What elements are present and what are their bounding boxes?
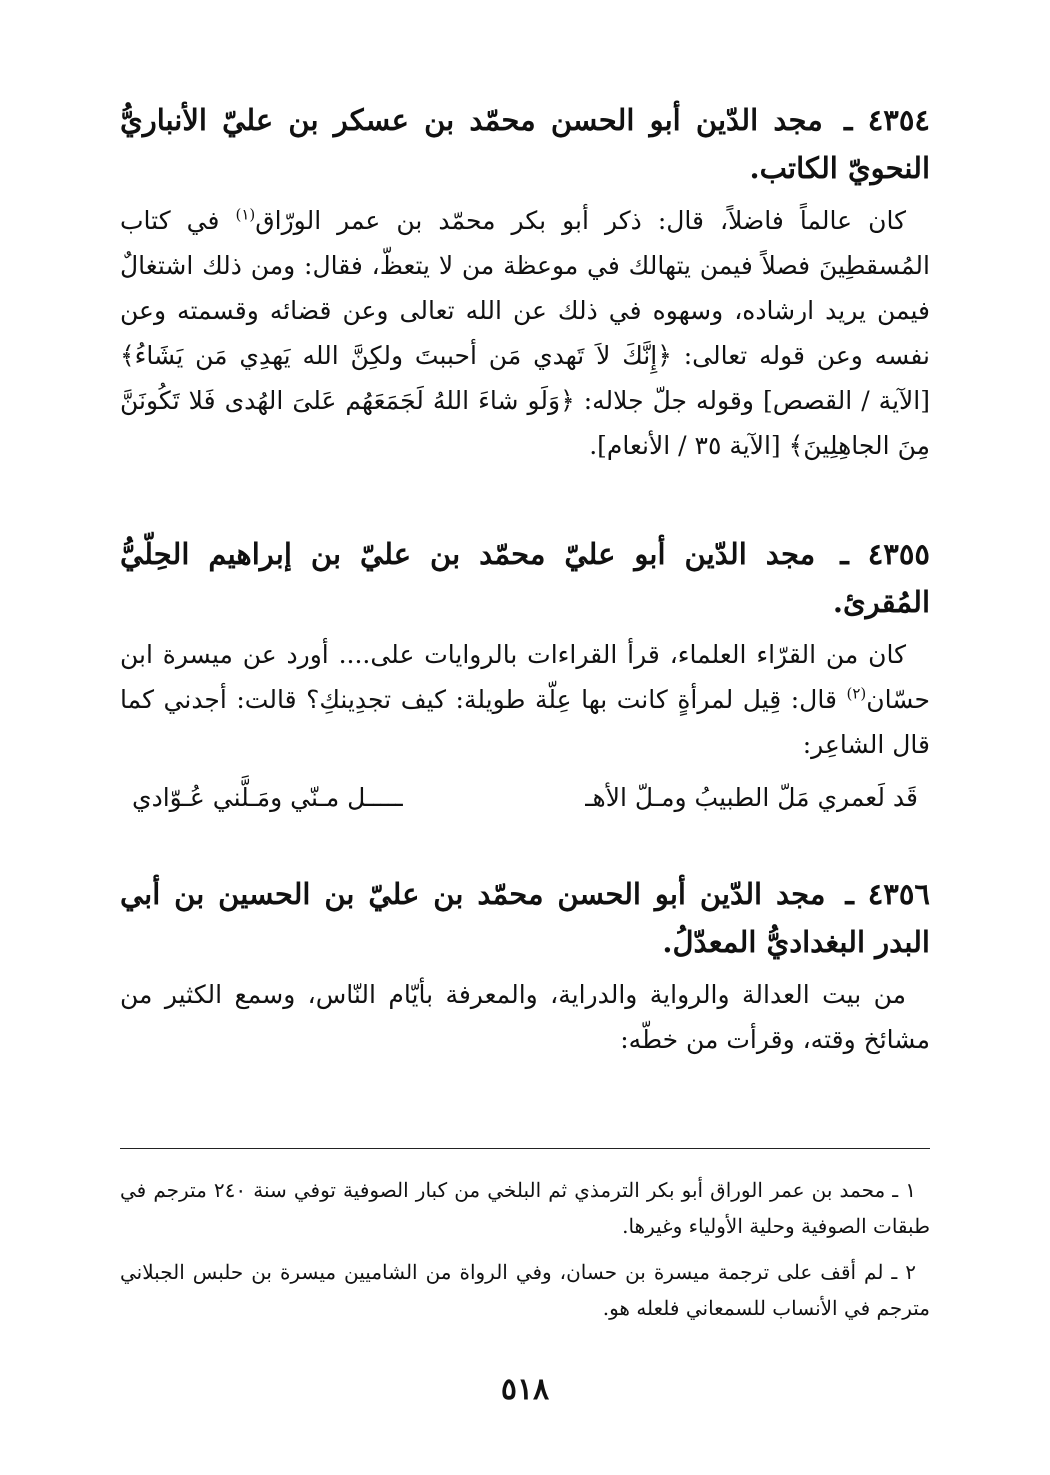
entry-paragraph — [120, 972, 930, 1062]
entry-paragraph — [120, 632, 930, 767]
page-number: ٥١٨ — [500, 1372, 550, 1407]
entry-number: ٤٣٥٤ ـ — [844, 103, 930, 137]
entry-number: ٤٣٥٥ ـ — [840, 537, 930, 571]
footnote-2: ٢ ـ لم أقف على ترجمة ميسرة بن حسان، وفي الرواة من الشاميين ميسرة بن حلبس الجبلاني مترجم في الأنساب للسمعاني فلعله هو. — [120, 1260, 930, 1320]
entry-title: مجد الدّين أبو الحسن محمّد بن عسكر بن عليّ الأنباريُّ النحويّ الكاتب. — [120, 103, 930, 185]
biography-entry-4356 — [120, 870, 930, 1062]
verse-first-hemistich: قَد لَعمري مَلّ الطبيبُ ومـلّ الأهـ — [585, 783, 918, 812]
verse-second-hemistich: ـــــل مـنّي ومَـلَّني عُـوّادي — [132, 783, 403, 812]
entry-paragraph — [120, 198, 930, 468]
entry-body — [120, 972, 930, 1062]
entry-text: كان من القرّاء العلماء، قرأ القراءات بالروايات على.... أورد عن ميسرة ابن حسّان — [120, 640, 930, 714]
page-content — [120, 96, 930, 1062]
footnote-divider — [120, 1148, 930, 1149]
footnote-1: ١ ـ محمد بن عمر الوراق أبو بكر الترمذي ثم البلخي من كبار الصوفية توفي سنة ٢٤٠ مترجم في طبقات الصوفية وحلية الأولياء وغيرها. — [120, 1178, 930, 1238]
entry-heading — [120, 530, 930, 626]
poem-verse — [120, 775, 930, 820]
footnote-reference: (٢) — [846, 684, 867, 703]
entry-text: من بيت العدالة والرواية والدراية، والمعرفة بأيّام النّاس، وسمع الكثير من مشائخ وقته، وقرأت من خطّه: — [120, 980, 930, 1054]
entry-title: مجد الدّين أبو الحسن محمّد بن عليّ بن الحسين بن أبي البدر البغداديُّ المعدّلُ. — [120, 877, 930, 959]
entry-body — [120, 198, 930, 468]
entry-heading — [120, 96, 930, 192]
entry-text: قال: قِيل لمرأةٍ كانت بها عِلّة طويلة: كيف تجدِينكِ؟ قالت: أجدني كما قال الشاعِر: — [120, 685, 930, 759]
entry-number: ٤٣٥٦ ـ — [845, 877, 930, 911]
footnotes — [120, 1172, 930, 1336]
entry-heading — [120, 870, 930, 966]
footnote-reference: (١) — [235, 205, 256, 224]
entry-body — [120, 632, 930, 767]
entry-title: مجد الدّين أبو عليّ محمّد بن عليّ بن إبراهيم الحِلّيُّ المُقرئ. — [120, 537, 930, 619]
biography-entry-4354 — [120, 96, 930, 468]
biography-entry-4355 — [120, 530, 930, 820]
entry-text: كان عالماً فاضلاً، قال: ذكر أبو بكر محمّد بن عمر الورّاق — [255, 206, 906, 235]
entry-text: في كتاب المُسقطِينَ فصلاً فيمن يتهالك في موعظة من لا يتعظّ، فقال: ومن ذلك اشتغالٌ فيمن يريد ارشاده، وسهوه في ذلك عن الله تعالى وعن قضائه وقسمته وعن نفسه وعن قوله تعالى: ﴿إِنَّكَ لاَ تَهدي مَن أحببتَ ولكِنَّ الله يَهدِي مَن يَشَاءُ﴾ [الآية / القصص] وقوله جلّ جلاله: ﴿وَلَو شاءَ اللهُ لَجَمَعَهُم عَلىَ الهُدى فَلا تَكُونَنَّ مِنَ الجاهِلِينَ﴾ [الآية ٣٥ / الأنعام]. — [120, 206, 930, 460]
